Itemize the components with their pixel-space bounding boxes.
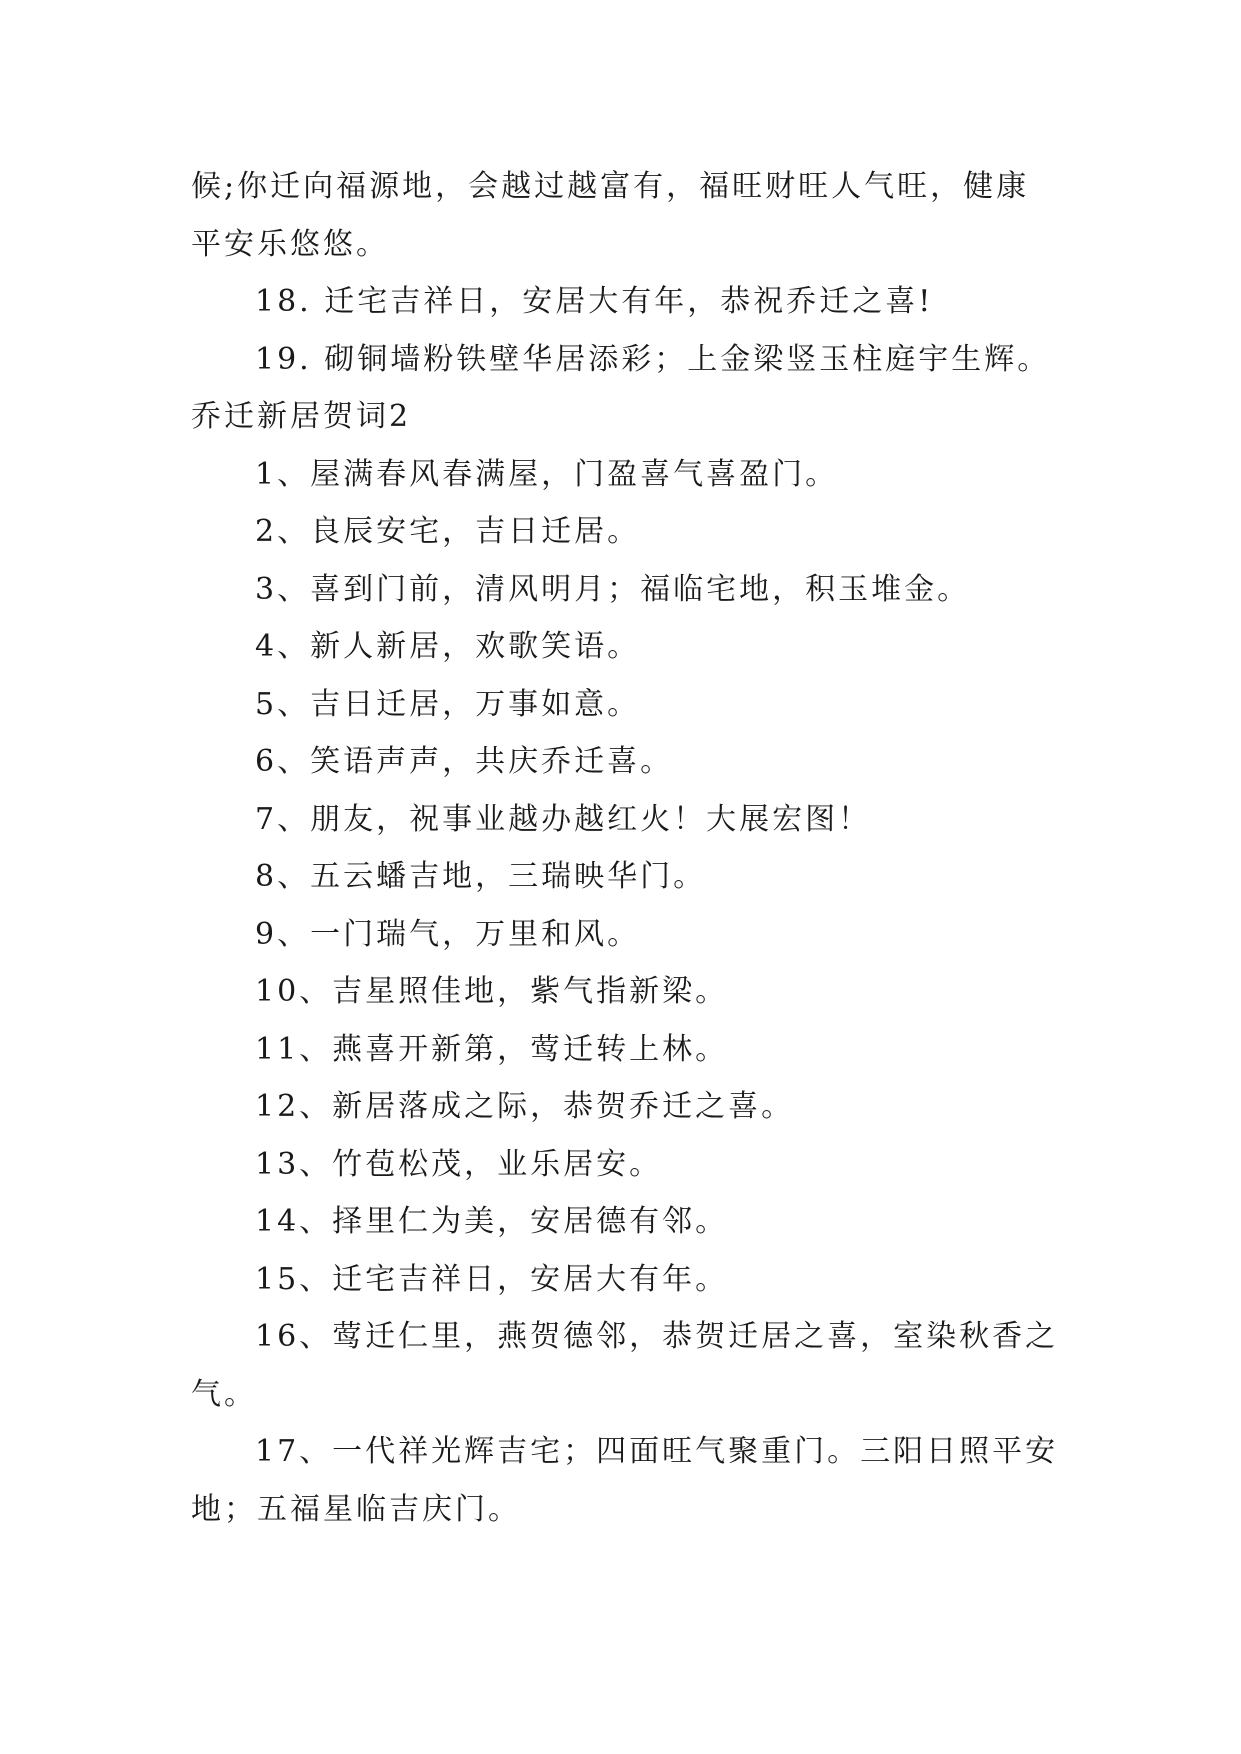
list-item: 17、一代祥光辉吉宅；四面旺气聚重门。三阳日照平安: [255, 1434, 1059, 1469]
list-item: 2、良辰安宅，吉日迁居。: [255, 514, 641, 549]
list-item: 6、笑语声声，共庆乔迁喜。: [255, 744, 674, 779]
list-item: 13、竹苞松茂，业乐居安。: [255, 1146, 663, 1182]
list-item: 8、五云蟠吉地，三瑞映华门。: [255, 859, 707, 894]
paragraph-line: 地；五福星临吉庆门。: [191, 1491, 521, 1527]
list-item: 14、择里仁为美，安居德有邻。: [255, 1204, 729, 1239]
paragraph-line: 候;你迁向福源地，会越过越富有，福旺财旺人气旺，健康: [191, 169, 1030, 204]
list-item: 12、新居落成之际，恭贺乔迁之喜。: [255, 1089, 795, 1124]
list-item: 3、喜到门前，清风明月；福临宅地，积玉堆金。: [255, 571, 971, 607]
list-item: 1、屋满春风春满屋，门盈喜气喜盈门。: [255, 456, 839, 492]
list-item: 10、吉星照佳地，紫气指新梁。: [255, 974, 729, 1009]
list-item: 11、燕喜开新第，莺迁转上林。: [255, 1031, 729, 1067]
list-item: 7、朋友，祝事业越办越红火！大展宏图！: [255, 801, 872, 837]
list-item: 19. 砌铜墙粉铁壁华居添彩；上金梁竖玉柱庭宇生辉。: [255, 341, 1051, 377]
list-item: 5、吉日迁居，万事如意。: [255, 686, 641, 722]
paragraph-line: 平安乐悠悠。: [191, 226, 389, 262]
list-item: 18. 迁宅吉祥日，安居大有年，恭祝乔迁之喜!: [255, 284, 934, 319]
list-item: 4、新人新居，欢歌笑语。: [255, 629, 641, 664]
list-item: 9、一门瑞气，万里和风。: [255, 916, 641, 952]
list-item: 16、莺迁仁里，燕贺德邻，恭贺迁居之喜，室染秋香之: [255, 1319, 1059, 1354]
paragraph-line: 气。: [191, 1376, 257, 1412]
list-item: 15、迁宅吉祥日，安居大有年。: [255, 1261, 729, 1297]
document-body: [191, 158, 1071, 1538]
section-heading: 乔迁新居贺词2: [191, 399, 412, 434]
